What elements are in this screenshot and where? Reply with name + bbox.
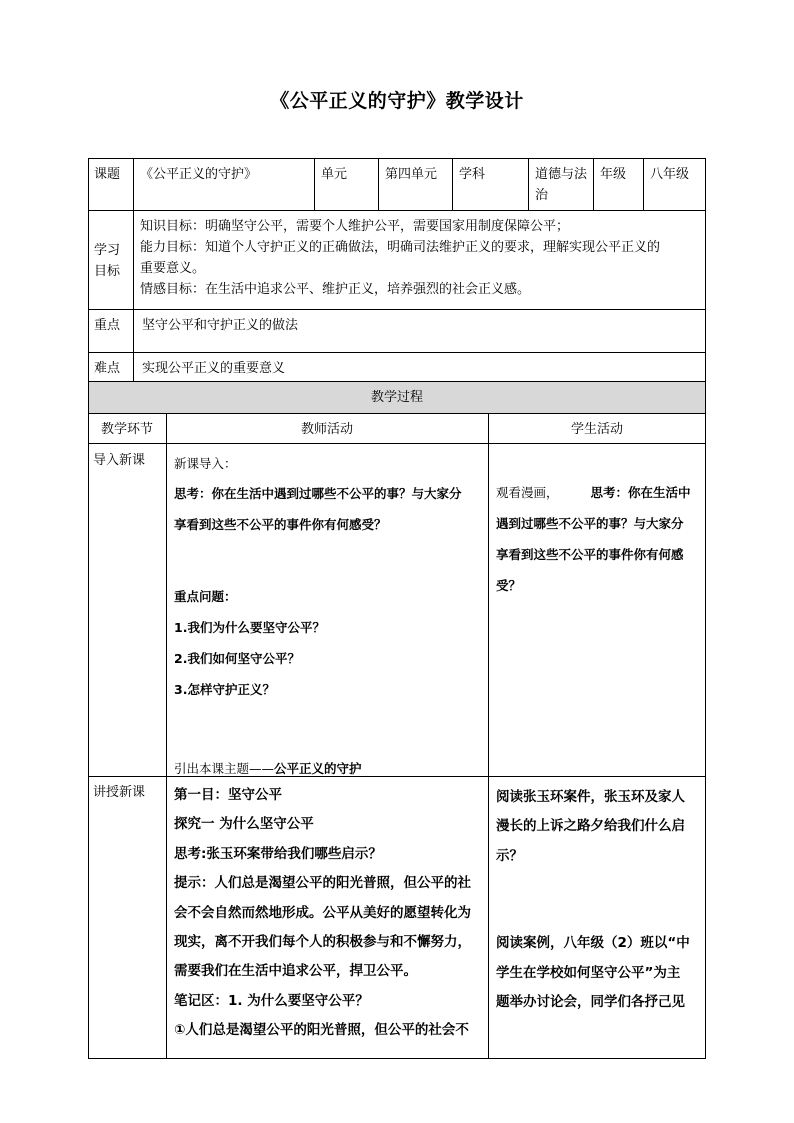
- section-title: 第一目：坚守公平: [174, 787, 282, 803]
- subject-value: 道德与法 治: [535, 167, 588, 203]
- key-value: 坚守公平和守护正义的做法: [142, 318, 299, 333]
- think-prompt: 思考:张玉环案带给我们哪些启示？: [174, 845, 382, 862]
- topic-label: 课题: [94, 167, 121, 182]
- key-question-2: 2.我们如何坚守公平？: [174, 651, 300, 666]
- course-info-table: [88, 158, 706, 382]
- think-question: 思考：你在生活中遇到过哪些不公平的事？与大家分: [174, 486, 462, 501]
- knowledge-goal: 知识目标：明确坚守公平，需要个人维护公平，需要国家用制度保障公平；: [140, 219, 570, 234]
- key-label: 重点: [94, 318, 121, 333]
- ability-goal-cont: 重要意义。: [140, 261, 206, 276]
- key-question-1: 1.我们为什么要坚守公平？: [174, 620, 325, 635]
- ability-goal: 能力目标：知道个人守护正义的正确做法，明确司法维护正义的要求，理解实现公平正义的: [140, 240, 661, 255]
- teaching-process-table: [88, 381, 706, 1059]
- unit-label: 单元: [321, 167, 348, 182]
- stage-new-lesson: 讲授新课: [93, 785, 146, 800]
- col-stage-header: 教学环节: [100, 422, 153, 437]
- explore-title: 探究一 为什么坚守公平: [174, 816, 314, 833]
- key-question-3: 3.怎样守护正义？: [174, 682, 275, 697]
- think-question-cont: 享看到这些不公平的事件你有何感受？: [174, 517, 387, 532]
- col-teacher-header: 教师活动: [300, 422, 353, 437]
- student-activity-intro: 观看漫画， 思考：你在生活中 遇到过哪些不公平的事？与大家分 享看到这些不公平的事件你有何感 受？: [496, 485, 691, 593]
- grade-value: 八年级: [650, 167, 690, 182]
- stage-intro: 导入新课: [93, 453, 146, 468]
- lead-topic: 引出本课主题——公平正义的守护: [174, 761, 362, 776]
- difficulty-value: 实现公平正义的重要意义: [142, 361, 286, 376]
- unit-value: 第四单元: [385, 167, 438, 182]
- teacher-activity-intro: [174, 453, 484, 779]
- col-student-header: 学生活动: [570, 422, 623, 437]
- intro-label: 新课导入：: [174, 456, 237, 471]
- grade-label: 年级: [600, 167, 627, 182]
- hint-text: 提示：人们总是渴望公平的阳光普照，但公平的社: [174, 875, 471, 892]
- emotion-goal: 情感目标：在生活中追求公平、维护正义，培养强烈的社会正义感。: [140, 282, 531, 297]
- process-header: 教学过程: [370, 390, 423, 405]
- learning-goals: [140, 216, 660, 300]
- notes-area: 笔记区：1. 为什么要坚守公平？: [174, 992, 369, 1009]
- student-activity-lesson: 阅读张玉环案件，张玉环及家人 漫长的上诉之路夕给我们什么启 示？ 阅读案例，八年级（2）班以“中 学生在学校如何坚守公平”为主 题举办讨论会，同学们各抒己见: [496, 789, 690, 1011]
- key-questions-label: 重点问题：: [174, 589, 237, 604]
- difficulty-label: 难点: [94, 361, 121, 376]
- subject-label: 学科: [459, 167, 486, 182]
- teacher-activity-lesson: 第一目：坚守公平 探究一 为什么坚守公平 思考:张玉环案带给我们哪些启示？ 提示：人们总是渴望公平的阳光普照，但公平的社 会不会自然而然地形成。公平从美好的愿望转化为 现实，离不开我们每个人的积极参与和不懈努力， 需要我们在生活中追求公平，捍卫公平。 笔记区：1. 为什么要坚守公平？ ①人们总是渴望公平的阳光普照，但公平的社会不: [174, 781, 486, 1046]
- goals-label: 学习 目标: [94, 243, 121, 279]
- document-title: 《公平正义的守护》教学设计: [270, 90, 524, 112]
- topic-value: 《公平正义的守护》: [140, 167, 258, 182]
